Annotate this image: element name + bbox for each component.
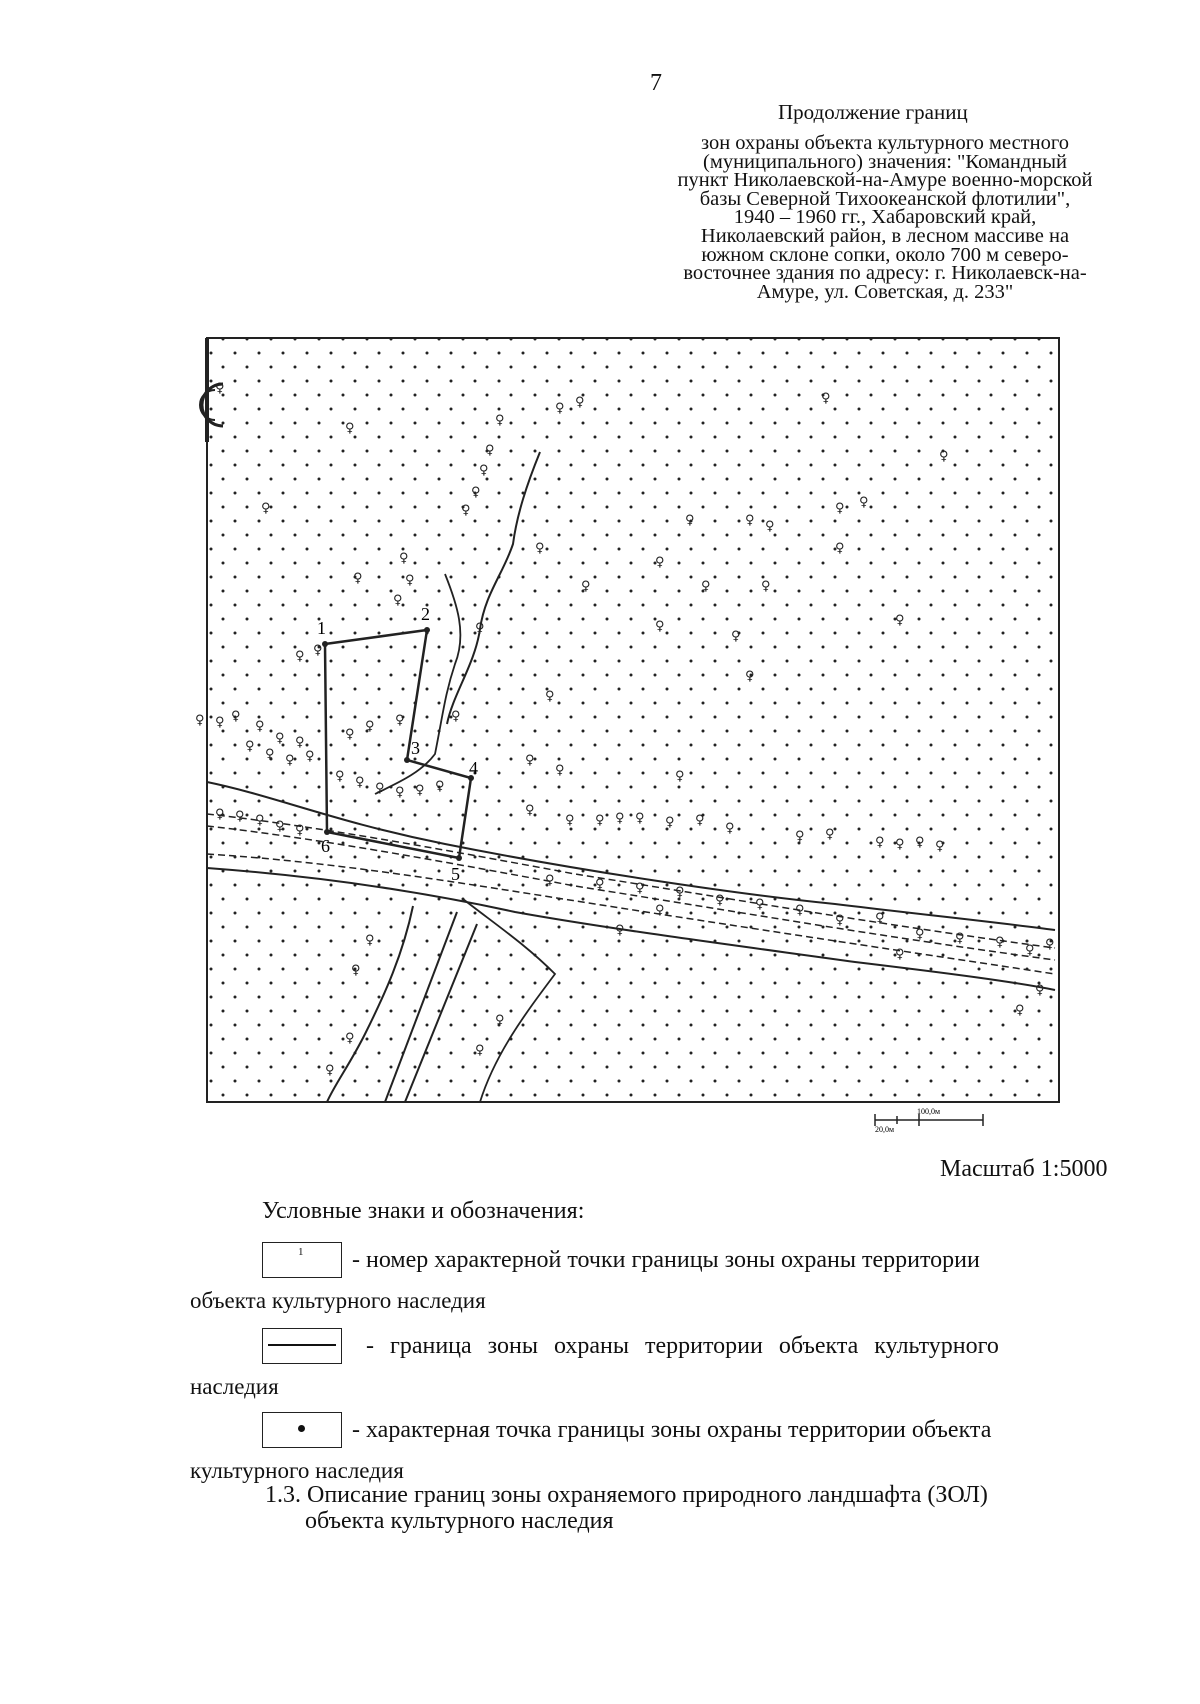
svg-text:♀: ♀ <box>761 579 771 594</box>
legend-symbol-point-number <box>262 1242 342 1278</box>
legend-item-3-text: - характерная точка границы зоны охраны территории объекта <box>352 1417 992 1443</box>
svg-text:♀: ♀ <box>745 513 755 528</box>
svg-text:♀: ♀ <box>675 769 685 784</box>
svg-text:♀: ♀ <box>655 619 665 634</box>
caption-line: Николаевский район, в лесном массиве на <box>700 224 1070 247</box>
svg-text:♀: ♀ <box>565 813 575 828</box>
scale-bar <box>875 1107 983 1134</box>
svg-text:♀: ♀ <box>295 823 305 838</box>
svg-text:♀: ♀ <box>475 1043 485 1058</box>
legend-item-2-cont: наследия <box>190 1374 279 1399</box>
caption-line: восточнее здания по адресу: г. Николаевск-на- <box>683 262 1087 285</box>
svg-text:♀: ♀ <box>525 753 535 768</box>
svg-text:♀: ♀ <box>393 593 403 608</box>
svg-text:♀: ♀ <box>935 839 945 854</box>
svg-text:♀: ♀ <box>635 881 645 896</box>
svg-text:♀: ♀ <box>875 911 885 926</box>
boundary-point <box>424 627 430 633</box>
svg-text:♀: ♀ <box>351 963 361 978</box>
svg-text:♀: ♀ <box>345 1031 355 1046</box>
svg-text:♀: ♀ <box>395 713 405 728</box>
boundary-point <box>324 829 330 835</box>
svg-text:♀: ♀ <box>261 501 271 516</box>
point-label-5: 5 <box>451 864 460 884</box>
svg-text:♀: ♀ <box>895 613 905 628</box>
svg-text:♀: ♀ <box>835 501 845 516</box>
svg-text:♀: ♀ <box>231 709 241 724</box>
svg-text:♀: ♀ <box>635 811 645 826</box>
svg-text:♀: ♀ <box>665 815 675 830</box>
svg-text:♀: ♀ <box>375 781 385 796</box>
svg-text:♀: ♀ <box>685 513 695 528</box>
svg-text:♀: ♀ <box>295 649 305 664</box>
legend-symbol-boundary-line <box>262 1328 342 1364</box>
svg-text:♀: ♀ <box>415 783 425 798</box>
svg-text:♀: ♀ <box>215 381 225 396</box>
svg-text:♀: ♀ <box>1035 983 1045 998</box>
svg-text:♀: ♀ <box>345 727 355 742</box>
svg-text:♀: ♀ <box>435 779 445 794</box>
svg-text:♀: ♀ <box>701 579 711 594</box>
point-label-6: 6 <box>321 836 330 856</box>
svg-text:♀: ♀ <box>479 463 489 478</box>
svg-text:♀: ♀ <box>955 931 965 946</box>
svg-text:♀: ♀ <box>255 719 265 734</box>
svg-text:♀: ♀ <box>399 551 409 566</box>
section-heading-line1: 1.3. Описание границ зоны охраняемого природного ландшафта (ЗОЛ) <box>265 1482 988 1508</box>
legend-sample-number: 1 <box>298 1246 304 1258</box>
svg-text:♀: ♀ <box>471 485 481 500</box>
legend-item-1-cont: объекта культурного наследия <box>190 1288 486 1313</box>
svg-text:♀: ♀ <box>835 913 845 928</box>
svg-text:♀: ♀ <box>495 1013 505 1028</box>
svg-text:♀: ♀ <box>915 835 925 850</box>
legend-item-1-text: - номер характерной точки границы зоны охраны территории <box>352 1247 980 1273</box>
svg-text:♀: ♀ <box>535 541 545 556</box>
caption-line: 1940 – 1960 гг., Хабаровский край, <box>733 206 1037 229</box>
svg-text:♀: ♀ <box>545 873 555 888</box>
svg-text:♀: ♀ <box>345 421 355 436</box>
map-caption <box>600 134 1170 301</box>
legend-item-3-cont: культурного наследия <box>190 1458 404 1483</box>
svg-text:♀: ♀ <box>365 933 375 948</box>
svg-text:♀: ♀ <box>405 573 415 588</box>
svg-text:♀: ♀ <box>275 819 285 834</box>
svg-text:♀: ♀ <box>745 669 755 684</box>
svg-text:♀: ♀ <box>1015 1003 1025 1018</box>
legend-symbol-boundary-point <box>262 1412 342 1448</box>
caption-line: базы Северной Тихоокеанской флотилии", <box>699 187 1071 210</box>
section-heading <box>265 1482 988 1534</box>
page-number: 7 <box>650 70 662 96</box>
svg-text:♀: ♀ <box>245 739 255 754</box>
svg-text:♀: ♀ <box>195 713 205 728</box>
svg-text:♀: ♀ <box>615 811 625 826</box>
svg-text:♀: ♀ <box>215 715 225 730</box>
svg-text:♀: ♀ <box>581 579 591 594</box>
svg-text:♀: ♀ <box>255 813 265 828</box>
svg-text:♀: ♀ <box>895 837 905 852</box>
scale-bar-upper-label: 100,0м <box>917 1107 941 1116</box>
section-heading-line2: объекта культурного наследия <box>305 1508 614 1534</box>
svg-text:♀: ♀ <box>895 947 905 962</box>
svg-text:♀: ♀ <box>725 821 735 836</box>
caption-line: Амуре, ул. Советская, д. 233" <box>756 280 1014 303</box>
svg-text:♀: ♀ <box>939 449 949 464</box>
point-label-2: 2 <box>421 604 430 624</box>
caption-line: зон охраны объекта культурного местного <box>700 132 1070 154</box>
svg-text:♀: ♀ <box>305 749 315 764</box>
svg-text:♀: ♀ <box>495 413 505 428</box>
svg-text:♀: ♀ <box>825 827 835 842</box>
scale-bar-lower-label: 20,0м <box>875 1125 895 1134</box>
svg-text:♀: ♀ <box>835 541 845 556</box>
svg-text:♀: ♀ <box>575 395 585 410</box>
svg-text:♀: ♀ <box>655 903 665 918</box>
svg-text:♀: ♀ <box>795 903 805 918</box>
svg-text:♀: ♀ <box>355 775 365 790</box>
svg-text:♀: ♀ <box>555 763 565 778</box>
svg-text:♀: ♀ <box>265 747 275 762</box>
svg-text:♀: ♀ <box>275 731 285 746</box>
svg-text:♀: ♀ <box>1045 937 1055 952</box>
svg-text:♀: ♀ <box>461 503 471 518</box>
svg-text:♀: ♀ <box>285 753 295 768</box>
svg-text:♀: ♀ <box>365 719 375 734</box>
svg-text:♀: ♀ <box>755 897 765 912</box>
svg-text:♀: ♀ <box>915 927 925 942</box>
svg-text:♀: ♀ <box>555 401 565 416</box>
legend-title: Условные знаки и обозначения: <box>262 1198 585 1224</box>
svg-text:♀: ♀ <box>395 785 405 800</box>
caption-line: (муниципального) значения: "Командный <box>703 150 1067 173</box>
svg-text:♀: ♀ <box>859 495 869 510</box>
svg-text:♀: ♀ <box>1025 943 1035 958</box>
caption-line: южном склоне сопки, около 700 м северо- <box>701 243 1069 266</box>
svg-text:♀: ♀ <box>675 885 685 900</box>
svg-text:♀: ♀ <box>715 893 725 908</box>
svg-text:♀: ♀ <box>475 621 485 636</box>
svg-text:♀: ♀ <box>335 769 345 784</box>
svg-text:♀: ♀ <box>235 809 245 824</box>
boundary-map <box>195 334 1075 1134</box>
continuation-title: Продолжение границ <box>778 100 968 124</box>
svg-text:♀: ♀ <box>325 1063 335 1078</box>
svg-text:♀: ♀ <box>615 923 625 938</box>
boundary-point <box>456 855 462 861</box>
svg-text:♀: ♀ <box>595 877 605 892</box>
boundary-point <box>322 641 328 647</box>
point-label-4: 4 <box>469 758 478 778</box>
svg-text:♀: ♀ <box>731 629 741 644</box>
caption-line: пункт Николаевской-на-Амуре военно-морской <box>677 169 1093 192</box>
svg-text:♀: ♀ <box>595 813 605 828</box>
svg-text:♀: ♀ <box>353 571 363 586</box>
svg-text:♀: ♀ <box>525 803 535 818</box>
svg-text:♀: ♀ <box>821 391 831 406</box>
svg-text:♀: ♀ <box>313 643 323 658</box>
svg-text:♀: ♀ <box>875 835 885 850</box>
svg-text:♀: ♀ <box>655 555 665 570</box>
map-scale: Масштаб 1:5000 <box>940 1156 1108 1182</box>
svg-text:♀: ♀ <box>295 735 305 750</box>
svg-text:♀: ♀ <box>795 829 805 844</box>
legend-item-2-text: - граница зоны охраны территории объекта культурного <box>366 1333 999 1359</box>
svg-text:♀: ♀ <box>485 443 495 458</box>
svg-text:♀: ♀ <box>215 807 225 822</box>
point-label-1: 1 <box>317 618 326 638</box>
map-frame <box>207 338 1059 1102</box>
point-label-3: 3 <box>411 738 420 758</box>
svg-text:♀: ♀ <box>995 935 1005 950</box>
svg-text:♀: ♀ <box>695 813 705 828</box>
svg-text:♀: ♀ <box>765 519 775 534</box>
svg-text:♀: ♀ <box>545 689 555 704</box>
boundary-point <box>404 757 410 763</box>
svg-text:♀: ♀ <box>451 709 461 724</box>
